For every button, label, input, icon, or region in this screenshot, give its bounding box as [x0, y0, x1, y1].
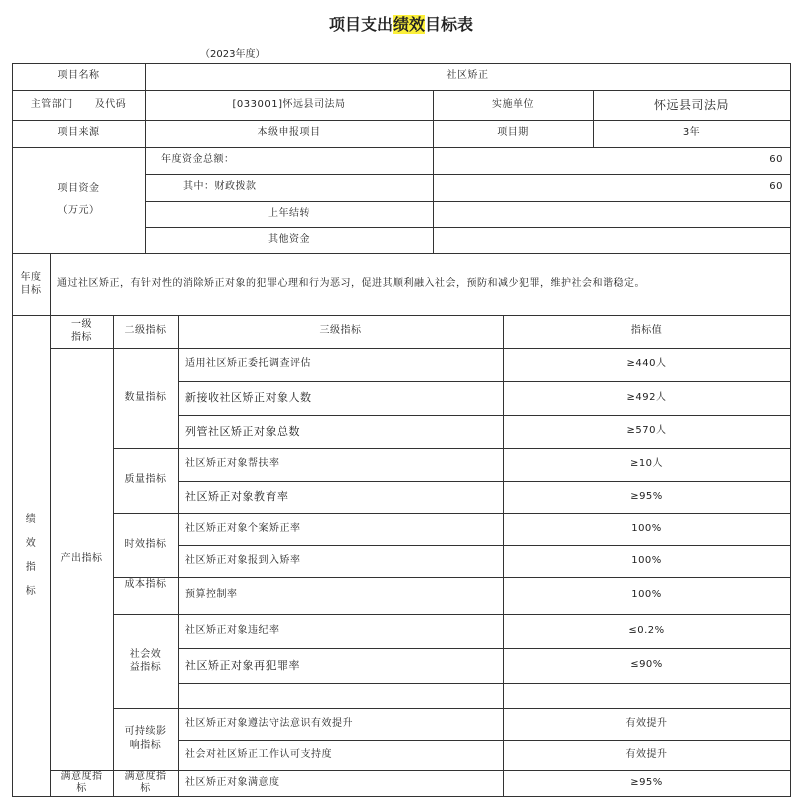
grid-line [178, 545, 791, 546]
funds-other-label: 其他资金 [268, 233, 310, 245]
highlighted-title-text: 绩效 [392, 15, 425, 34]
funds-other-value [433, 227, 790, 253]
level3-item: 社区矫正对象教育率 [185, 490, 289, 504]
level3-item: 新接收社区矫正对象人数 [185, 391, 312, 405]
project-name-label: 项目名称 [57, 70, 100, 82]
level2-sustainable-impact: 可持续影响指标 [124, 726, 167, 751]
grid-line [178, 315, 179, 797]
level3-item: 适用社区矫正委托调查评估 [185, 358, 311, 370]
header-level2: 二级指标 [124, 325, 167, 337]
grid-line [12, 253, 791, 254]
level3-value: 100% [631, 589, 662, 601]
grid-line [178, 648, 791, 649]
grid-line [113, 577, 791, 578]
grid-line [12, 147, 791, 148]
level3-value: ≥95% [630, 776, 663, 788]
department-label: 主管部门 及代码 [30, 98, 127, 110]
implementing-unit-label: 实施单位 [492, 98, 534, 110]
level3-item: 社区矫正对象满意度 [185, 776, 280, 788]
project-source-value: 本级申报项目 [257, 127, 321, 139]
funds-carryover-value [433, 201, 790, 227]
header-value: 指标值 [630, 325, 663, 337]
level2-timeliness: 时效指标 [124, 538, 167, 550]
project-period-value: 3年 [682, 127, 701, 139]
level3-value-empty [503, 683, 790, 708]
grid-line [178, 740, 791, 741]
grid-line [50, 770, 791, 771]
grid-line [113, 448, 791, 449]
level3-item: 列管社区矫正对象总数 [185, 424, 300, 438]
grid-line [12, 63, 791, 64]
grid-line [12, 120, 791, 121]
funds-fiscal-value: 60 [769, 181, 783, 193]
level3-item: 社会对社区矫正工作认可支持度 [185, 748, 332, 760]
level1-output: 产出指标 [60, 552, 103, 564]
project-name-value: 社区矫正 [446, 70, 489, 82]
level3-value: ≤0.2% [628, 624, 665, 636]
grid-line [145, 201, 791, 202]
project-period-label: 项目期 [497, 127, 529, 139]
level3-value: ≥570人 [626, 425, 667, 437]
level3-value: ≥95% [630, 490, 663, 502]
level1-satisfaction: 满意度指标 [60, 771, 103, 794]
grid-line [145, 174, 791, 175]
grid-line [433, 147, 434, 254]
grid-line [12, 63, 13, 797]
grid-line [503, 315, 504, 797]
grid-line [113, 614, 791, 615]
level3-item: 社区矫正对象帮扶率 [185, 458, 280, 470]
level2-social-benefit: 社会效益指标 [129, 649, 162, 673]
level3-value: ≤90% [630, 659, 663, 671]
grid-line [178, 415, 791, 416]
level3-item-empty [178, 683, 503, 708]
grid-line [145, 227, 791, 228]
grid-line [113, 708, 791, 709]
grid-line [178, 381, 791, 382]
grid-line [50, 348, 791, 349]
grid-line [113, 315, 114, 797]
funds-label: 项目资金 （万元） [57, 182, 100, 216]
department-value: [033001]怀远县司法局 [232, 98, 346, 110]
grid-line [178, 481, 791, 482]
grid-line [433, 90, 434, 148]
header-level1: 一级指标 [71, 319, 92, 343]
project-source-label: 项目来源 [57, 127, 100, 139]
level3-item: 社区矫正对象再犯罪率 [185, 658, 300, 672]
funds-fiscal-label: 其中：财政拨款 [183, 181, 257, 193]
annual-goal-label: 年度目标 [20, 272, 42, 296]
level3-value: 有效提升 [625, 748, 668, 760]
grid-line [113, 513, 791, 514]
level3-value: ≥440人 [626, 358, 667, 370]
level3-value: ≥492人 [626, 391, 667, 403]
grid-line [178, 683, 791, 684]
header-level3: 三级指标 [319, 325, 362, 337]
grid-line [12, 796, 791, 797]
grid-line [50, 253, 51, 797]
level2-quality: 质量指标 [124, 474, 167, 486]
page-title: 项目支出绩效目标表 [328, 15, 474, 34]
grid-line [12, 315, 791, 316]
level2-cost: 成本指标 [124, 579, 167, 590]
grid-line [593, 90, 594, 148]
level3-value: 100% [631, 554, 662, 566]
level2-satisfaction: 满意度指标 [124, 771, 167, 794]
funds-total-value: 60 [769, 154, 783, 166]
implementing-unit-value: 怀远县司法局 [653, 97, 729, 112]
grid-line [145, 63, 146, 254]
funds-carryover-label: 上年结转 [268, 207, 310, 219]
grid-line [12, 90, 791, 91]
level3-item: 社区矫正对象报到入矫率 [185, 554, 301, 566]
level3-value: 100% [631, 522, 662, 534]
level3-value: 有效提升 [625, 717, 668, 729]
indicators-side-label: 绩效指标 [25, 513, 37, 597]
annual-goal-text: 通过社区矫正，有针对性的消除矫正对象的犯罪心理和行为恶习，促进其顺利融入社会，预防和减少犯罪，维护社会和谐稳定。 [57, 277, 645, 289]
level3-value: ≥10人 [629, 458, 664, 470]
funds-total-label: 年度资金总额： [161, 154, 235, 166]
level3-item: 预算控制率 [185, 589, 238, 601]
level2-quantity: 数量指标 [124, 391, 167, 403]
level3-item: 社区矫正对象个案矫正率 [185, 522, 301, 534]
year-label: （2023年度） [200, 49, 266, 60]
level3-item: 社区矫正对象遵法守法意识有效提升 [185, 717, 353, 729]
level3-item: 社区矫正对象违纪率 [185, 624, 280, 636]
